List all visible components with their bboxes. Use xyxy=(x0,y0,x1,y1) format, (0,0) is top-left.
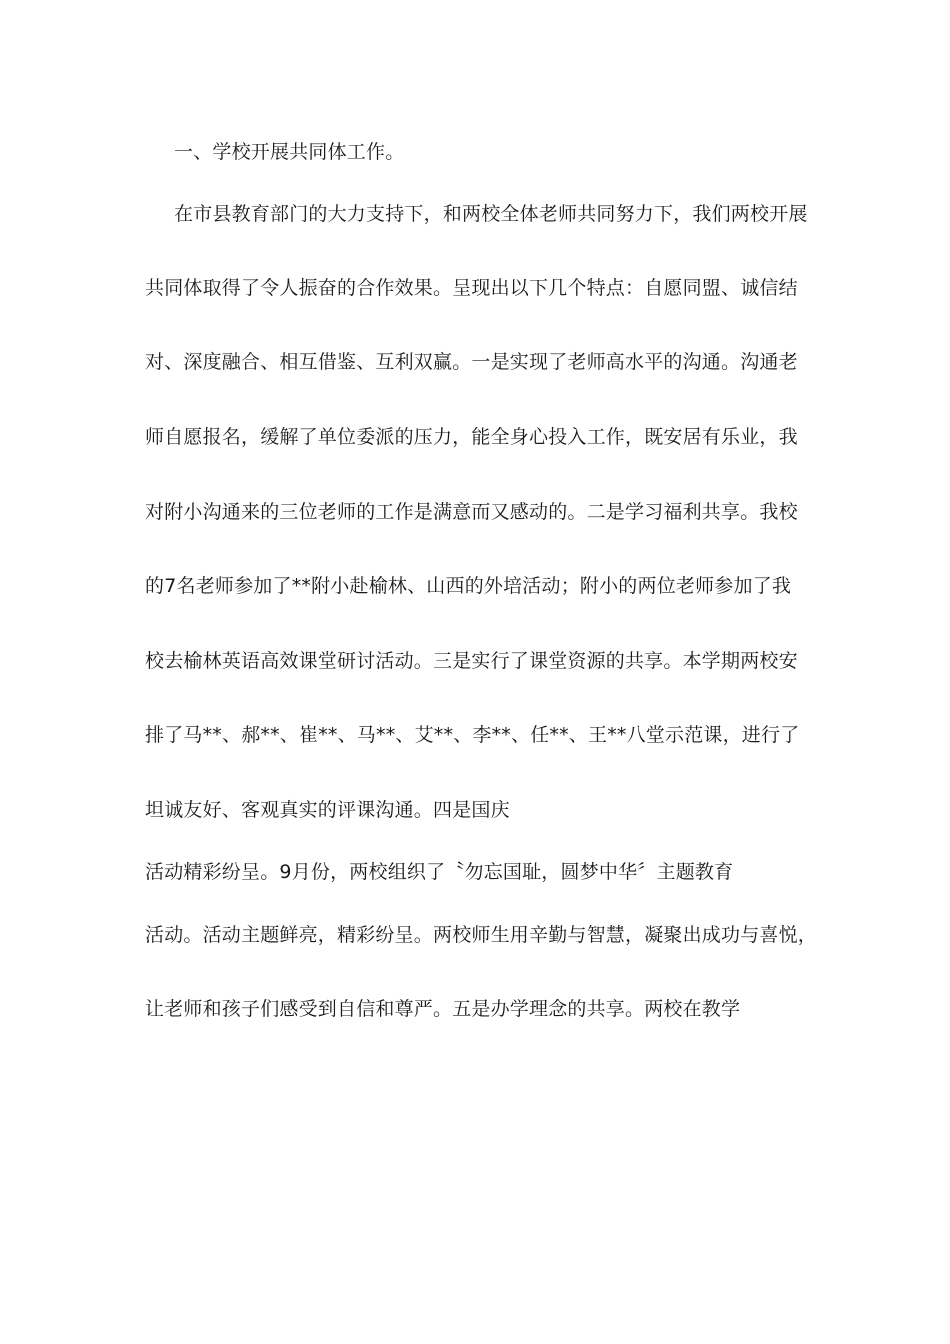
paragraph-line: 活动。活动主题鲜亮，精彩纷呈。两校师生用辛勤与智慧，凝聚出成功与喜悦， xyxy=(145,924,818,946)
paragraph-line: 共同体取得了令人振奋的合作效果。呈现出以下几个特点：自愿同盟、诚信结 xyxy=(145,277,798,299)
paragraph-line: 校去榆林英语高效课堂研讨活动。三是实行了课堂资源的共享。本学期两校安 xyxy=(145,650,798,672)
paragraph-line: 师自愿报名，缓解了单位委派的压力，能全身心投入工作，既安居有乐业，我 xyxy=(145,426,798,448)
paragraph-line: 对附小沟通来的三位老师的工作是满意而又感动的。二是学习福利共享。我校 xyxy=(145,501,798,523)
paragraph-line: 在市县教育部门的大力支持下，和两校全体老师共同努力下，我们两校开展 xyxy=(174,203,808,225)
paragraph-line: 排了马**、郝**、崔**、马**、艾**、李**、任**、王**八堂示范课，进行了 xyxy=(145,724,800,746)
paragraph-line: 的7名老师参加了**附小赴榆林、山西的外培活动；附小的两位老师参加了我 xyxy=(145,575,792,597)
paragraph-line: 活动精彩纷呈。9月份，两校组织了〝勿忘国耻，圆梦中华〞主题教育 xyxy=(145,861,734,883)
paragraph-line: 对、深度融合、相互借鉴、互利双赢。一是实现了老师高水平的沟通。沟通老 xyxy=(145,351,798,373)
paragraph-line: 让老师和孩子们感受到自信和尊严。五是办学理念的共享。两校在教学 xyxy=(145,998,741,1020)
section-heading: 一、学校开展共同体工作。 xyxy=(174,141,405,163)
paragraph-line: 坦诚友好、客观真实的评课沟通。四是国庆 xyxy=(145,799,510,821)
